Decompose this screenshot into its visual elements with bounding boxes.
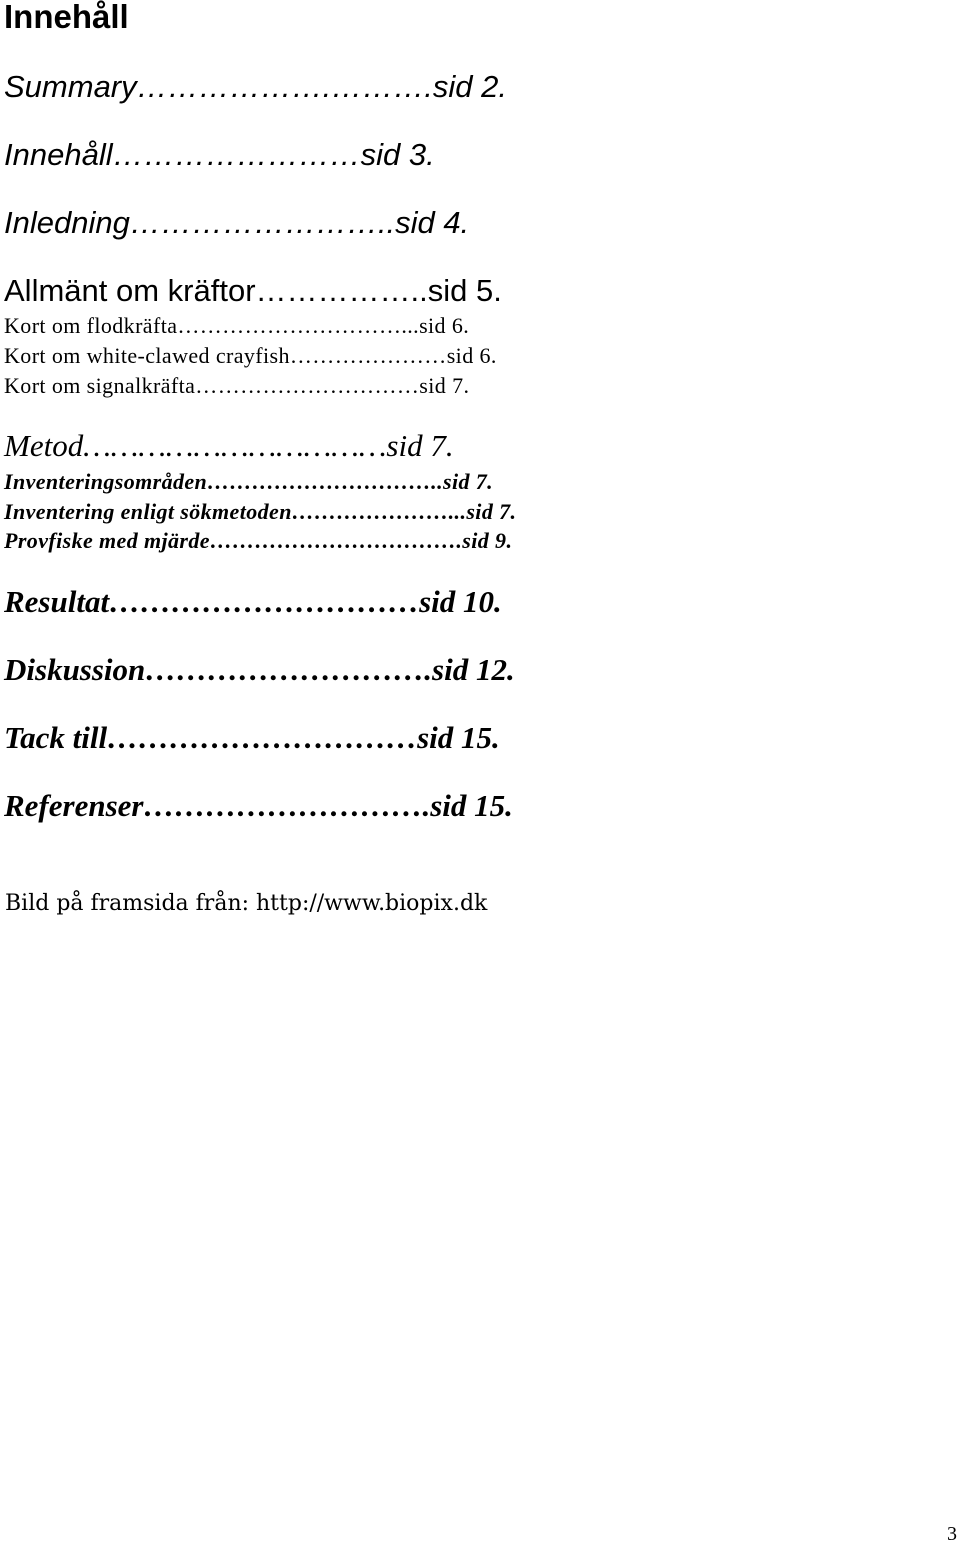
toc-leader: …………………… bbox=[112, 137, 361, 172]
toc-entry-label: Resultat bbox=[4, 584, 110, 619]
toc-entry-page: sid 7. bbox=[419, 373, 470, 398]
toc-entry-label: Innehåll bbox=[4, 137, 113, 172]
toc-entry-kort-om-flodkrafta bbox=[4, 313, 469, 339]
toc-leader: ………………………. bbox=[145, 652, 433, 687]
toc-entry-label: Inventeringsområden bbox=[4, 469, 208, 494]
toc-entry-page: sid 3. bbox=[360, 137, 435, 172]
toc-leader: …………………………... bbox=[177, 313, 420, 338]
toc-entry-page: sid 12. bbox=[432, 652, 515, 687]
toc-entry-page: sid 15. bbox=[430, 788, 513, 823]
toc-entry-inventeringsomraden bbox=[4, 469, 493, 495]
toc-entry-kort-om-signalkrafta bbox=[4, 373, 469, 399]
toc-entry-summary bbox=[4, 69, 507, 105]
toc-entry-page: sid 5. bbox=[427, 273, 502, 308]
toc-leader: …………………………… bbox=[83, 428, 387, 463]
toc-entry-label: Provfiske med mjärde bbox=[4, 528, 210, 553]
toc-entry-page: sid 7. bbox=[386, 428, 454, 463]
toc-leader: ………………………… bbox=[195, 373, 420, 398]
toc-entry-tack-till bbox=[4, 720, 500, 756]
toc-leader: …………………….. bbox=[129, 205, 396, 240]
toc-entry-page: sid 9. bbox=[462, 528, 513, 553]
toc-entry-page: sid 2. bbox=[432, 69, 507, 104]
toc-entry-kort-om-white-clawed-crayfish bbox=[4, 343, 497, 369]
toc-leader: ………………………. bbox=[143, 788, 431, 823]
toc-entry-label: Diskussion bbox=[4, 652, 146, 687]
toc-entry-referenser bbox=[4, 788, 513, 824]
toc-entry-resultat bbox=[4, 584, 502, 620]
page-number: 3 bbox=[947, 1523, 957, 1545]
toc-leader: ………………………… bbox=[107, 720, 418, 755]
toc-entry-label: Inledning bbox=[4, 205, 130, 240]
toc-entry-metod bbox=[4, 428, 454, 464]
toc-entry-label: Inventering enligt sökmetoden bbox=[4, 499, 292, 524]
toc-entry-label: Metod bbox=[4, 428, 84, 463]
toc-entry-page: sid 10. bbox=[419, 584, 502, 619]
toc-entry-inledning bbox=[4, 205, 469, 241]
toc-entry-page: sid 6. bbox=[419, 313, 470, 338]
toc-leader: ………………… bbox=[289, 343, 447, 368]
toc-leader: …………….. bbox=[255, 273, 428, 308]
toc-entry-label: Summary bbox=[4, 69, 137, 104]
toc-entry-page: sid 7. bbox=[466, 499, 517, 524]
page-title: Innehåll bbox=[4, 0, 129, 35]
toc-entry-inventering-enligt-sokmetoden bbox=[4, 499, 516, 525]
toc-entry-label: Kort om white-clawed crayfish bbox=[4, 343, 290, 368]
toc-entry-page: sid 7. bbox=[443, 469, 494, 494]
toc-leader: ………………………….. bbox=[207, 469, 443, 494]
toc-leader: …………………... bbox=[291, 499, 467, 524]
toc-entry-label: Referenser bbox=[4, 788, 144, 823]
toc-entry-page: sid 15. bbox=[417, 720, 500, 755]
toc-entry-label: Tack till bbox=[4, 720, 108, 755]
toc-entry-page: sid 4. bbox=[395, 205, 470, 240]
toc-entry-allmant-om-kraftor bbox=[4, 273, 502, 309]
toc-leader: ……………………………. bbox=[209, 528, 463, 553]
toc-leader: ………………………… bbox=[109, 584, 420, 619]
toc-entry-diskussion bbox=[4, 652, 515, 688]
toc-entry-label: Kort om signalkräfta bbox=[4, 373, 196, 398]
toc-leader: ……………….………. bbox=[136, 69, 433, 104]
cover-image-credit: Bild på framsida från: http://www.biopix.dk bbox=[5, 891, 488, 916]
toc-entry-page: sid 6. bbox=[446, 343, 497, 368]
toc-entry-label: Kort om flodkräfta bbox=[4, 313, 178, 338]
toc-entry-label: Allmänt om kräftor bbox=[4, 273, 256, 308]
toc-entry-provfiske-med-mjarde bbox=[4, 528, 512, 554]
toc-entry-innehall bbox=[4, 137, 435, 173]
